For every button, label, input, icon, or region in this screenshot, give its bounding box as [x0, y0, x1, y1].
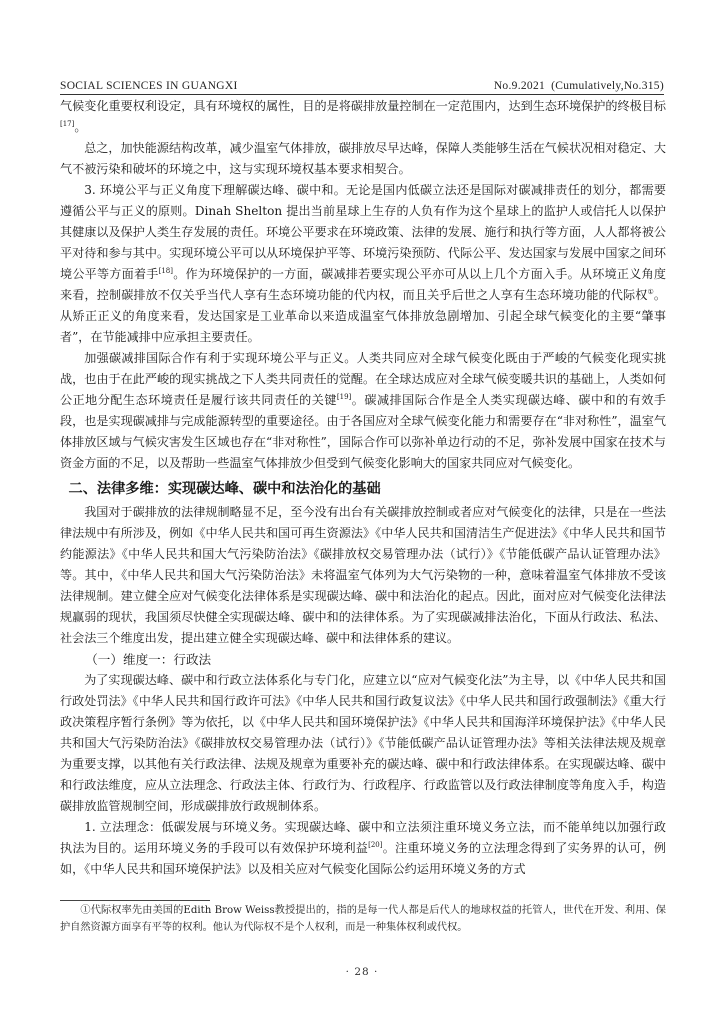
paragraph-4: [60, 348, 666, 474]
citation-ref: [20]: [368, 840, 383, 849]
paragraph-3-text-a: 3. 环境公平与正义角度下理解碳达峰、碳中和。无论是国内低碳立法还是国际对碳减排责任的划分，都需要遵循公平与正义的原则。Dinah Shelton 提出当前星球上生存的人负有作为这个星球上的监护人或信托人以保护其健康以及保护人类生存发展的责任。环境公平要求在环境政策、法律的发展、施行和执行等方面，人人都将被公平对待和参与其中。实现环境公平可以从环境保护平等、环境污染预防、代际公平、发达国家与发展中国家之间环境公平等方面着手: [60, 183, 666, 281]
paragraph-4-text-a: 加强碳减排国际合作有利于实现环境公平与正义。人类共同应对全球气候变化既由于严峻的气候变化现实挑战，也由于在此严峻的现实挑战之下人类共同责任的觉醒。在全球达成应对全球气候变暖共识的基础上，人类如何公正地分配生态环境责任是履行该共同责任的关键: [60, 351, 666, 407]
citation-ref: [18]: [158, 266, 173, 275]
paragraph-1: [60, 96, 666, 138]
running-header: [60, 70, 664, 95]
citation-ref: [19]: [336, 392, 352, 401]
section-heading: 二、法律多维：实现碳达峰、碳中和法治化的基础: [68, 481, 381, 497]
footnote: ①代际权率先由美国的Edith Brow Weiss教授提出的，指的是每一代人都是后代人的地球权益的托管人，世代在开发、利用、保护自然资源方面享有平等的权利。他认为代际权不是个人权利，而是一种集体权利或代权。: [60, 905, 666, 933]
paragraph-3-text-c: 。从矫正正义的角度来看，发达国家是工业革命以来造成温室气体排放急剧增加、引起全球气候变化的主要“肇事者”，在节能减排中应承担主要责任。: [60, 288, 666, 344]
citation-ref: [17]: [60, 119, 75, 128]
issue-info: No.9.2021 (Cumulatively,No.315): [493, 80, 664, 92]
paragraph-4-text-b: 。碳减排国际合作是全人类实现碳达峰、碳中和的有效手段，也是实现碳减排与完成能源转型的重要途径。由于各国应对全球气候变化能力和需要存在“非对称性”，温室气体排放区域与气候灾害发生区域也存在“非对称性”，国际合作可以弥补单边行动的不足，弥补发展中国家在技术与资金方面的不足，以及帮助一些温室气体排放少但受到气候变化影响大的国家共同应对气候变化。: [60, 393, 666, 470]
paragraph-3: [60, 180, 666, 348]
subsection-heading: （一）维度一：行政法: [85, 652, 212, 667]
paragraph-5: 我国对于碳排放的法律规制略显不足，至今没有出台有关碳排放控制或者应对气候变化的法律，只是在一些法律法规中有所涉及，例如《中华人民共和国可再生资源法》《中华人民共和国清洁生产促进法》《中华人民共和国节约能源法》《中华人民共和国大气污染防治法》《碳排放权交易管理办法（试行）》《节能低碳产品认证管理办法》等。其中，《中华人民共和国大气污染防治法》未将温室气体列为大气污染物的一种，意味着温室气体排放不受该法律规制。建立健全应对气候变化法律体系是实现碳达峰、碳中和法治化的起点。因此，面对应对气候变化法律法规赢弱的现状，我国须尽快健全实现碳达峰、碳中和的法律体系。为了实现碳减排法治化，下面从行政法、私法、社会法三个维度出发，提出建立健全实现碳达峰、碳中和法律体系的建议。: [60, 505, 666, 645]
paragraph-1-text: 气候变化重要权利设定，具有环境权的属性，目的是将碳排放量控制在一定范围内，达到生态环境保护的终极目标: [60, 99, 666, 113]
paragraph-3-text-b: 。作为环境保护的一方面，碳减排若要实现公平亦可从以上几个方面入手。从环境正义角度来看，控制碳排放不仅关乎当代人享有生态环境功能的代内权，而且关乎后世之人享有生态环境功能的代际权: [60, 267, 666, 302]
footnote-divider: [60, 900, 210, 901]
footnote-marker[interactable]: ①: [647, 287, 654, 296]
paragraph-2: 总之，加快能源结构改革，减少温室气体排放，碳排放尽早达峰，保障人类能够生活在气候状况相对稳定、大气不被污染和破坏的环境之中，这与实现环境权基本要求相契合。: [60, 141, 666, 176]
paragraph-7-text-a: 1. 立法理念：低碳发展与环境义务。实现碳达峰、碳中和立法须注重环境义务立法，而不能单纯以加强行政执法为目的。运用环境义务的手段可以有效保护环境利益: [60, 820, 666, 855]
paragraph-7-text-b: 。注重环境义务的立法理念得到了实务界的认可，例如，《中华人民共和国环境保护法》以及相关应对气候变化国际公约运用环境义务的方式: [60, 841, 666, 876]
paragraph-1-end: 。: [74, 120, 87, 134]
paragraph-6: 为了实现碳达峰、碳中和行政立法体系化与专门化，应建立以“应对气候变化法”为主导，以《中华人民共和国行政处罚法》《中华人民共和国行政许可法》《中华人民共和国行政复议法》《中华人民共和国行政强制法》《重大行政决策程序暂行条例》等为依托，以《中华人民共和国环境保护法》《中华人民共和国海洋环境保护法》《中华人民共和国大气污染防治法》《碳排放权交易管理办法（试行）》《节能低碳产品认证管理办法》等相关法律法规及规章为重要支撑，以其他有关行政法律、法规及规章为重要补充的碳达峰、碳中和行政法律体系。在实现碳达峰、碳中和行政法维度，应从立法理念、行政法主体、行政行为、行政程序、行政监管以及行政法律制度等角度入手，构造碳排放监管规制空间，形成碳排放行政规制体系。: [60, 673, 666, 813]
paragraph-7: [60, 817, 666, 880]
page-number: · 28 ·: [345, 966, 379, 978]
journal-name: SOCIAL SCIENCES IN GUANGXI: [60, 80, 238, 92]
article-body: [60, 96, 666, 880]
